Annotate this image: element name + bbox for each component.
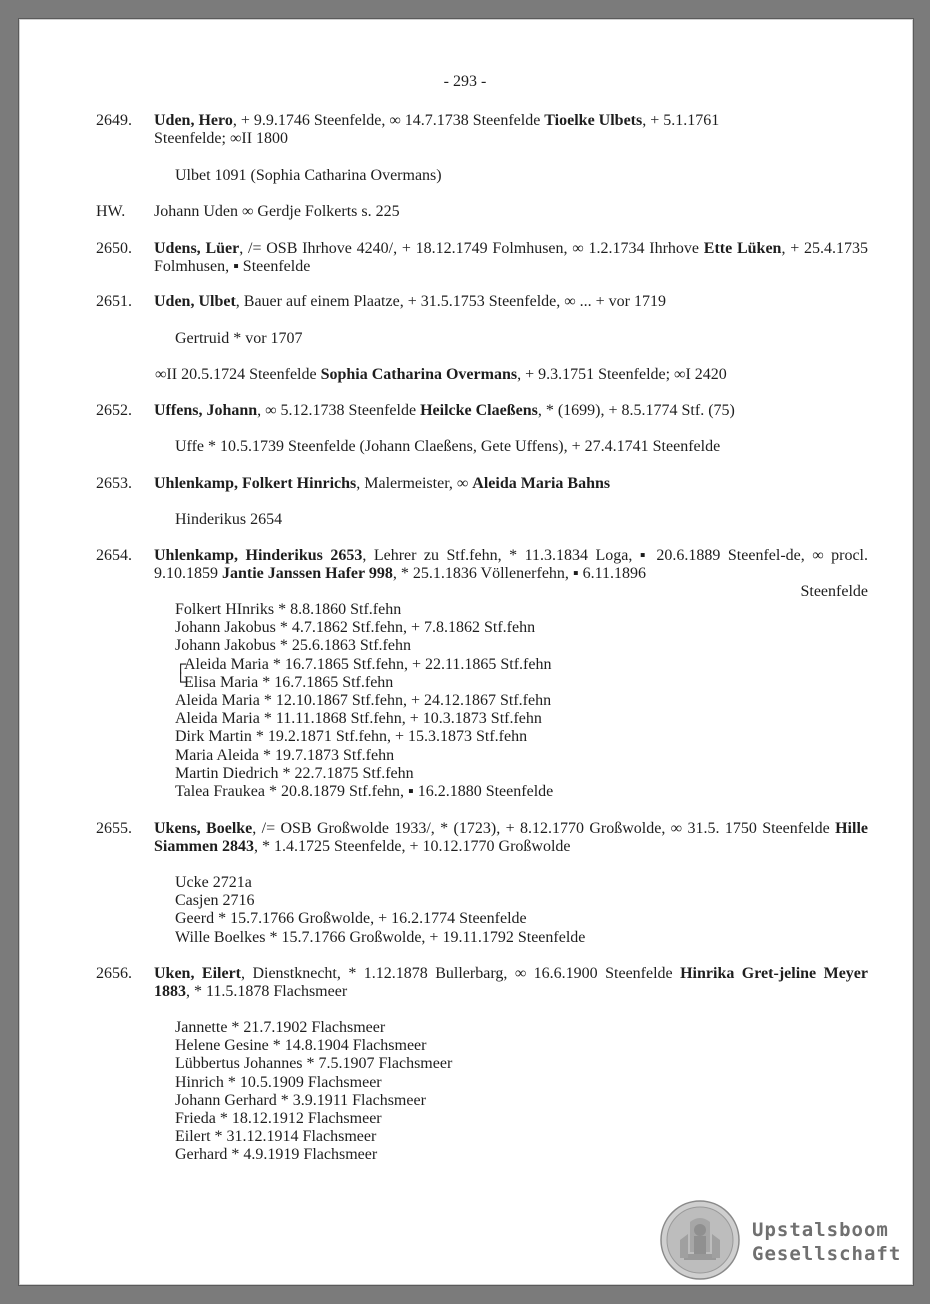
- entry-hw: [96, 203, 868, 221]
- children-list-2654: [175, 601, 553, 801]
- entry-text: , Bauer auf einem Plaatze, + 31.5.1753 Steenfelde, ∞ ... + vor 1719: [235, 293, 667, 310]
- entry-spouse: Sophia Catharina Overmans: [320, 366, 518, 383]
- child-line: Hinderikus 2654: [175, 511, 283, 528]
- page-number: - 293 -: [443, 73, 487, 90]
- entry-2650: [96, 240, 868, 276]
- entry-spouse: Hille Siammen 2843: [154, 820, 868, 855]
- entry-number: 2649.: [96, 112, 132, 129]
- entry-number: 2651.: [96, 293, 132, 310]
- entry-number: 2654.: [96, 547, 132, 564]
- list-item: Johann Jakobus * 4.7.1862 Stf.fehn, + 7.8.1862 Stf.fehn: [175, 619, 536, 637]
- list-item: Aleida Maria * 11.11.1868 Stf.fehn, + 10.3.1873 Stf.fehn: [175, 710, 542, 728]
- twin-bracket-top: ┌: [175, 655, 187, 673]
- list-item: Maria Aleida * 19.7.1873 Stf.fehn: [175, 746, 395, 764]
- list-item: Johann Jakobus * 25.6.1863 Stf.fehn: [175, 637, 411, 655]
- list-item: Ucke 2721a: [175, 874, 252, 891]
- entry-number: 2656.: [96, 965, 132, 982]
- entry-text: , + 5.1.1761: [642, 112, 720, 129]
- entry-text: , + 9.9.1746 Steenfelde, ∞ 14.7.1738 Steenfelde: [232, 112, 545, 129]
- entry-spouse: Jantie Janssen Hafer 998: [222, 565, 393, 582]
- entry-number: 2652.: [96, 402, 132, 419]
- entry-spouse: Hinrika Gret-jeline Meyer 1883: [154, 965, 868, 1000]
- entry-text: , /= OSB Ihrhove 4240/, + 18.12.1749 Folmhusen, ∞ 1.2.1734 Ihrhove: [239, 240, 704, 257]
- list-item: Talea Fraukea * 20.8.1879 Stf.fehn, ▪ 16.2.1880 Steenfelde: [175, 783, 554, 801]
- entry-number: 2653.: [96, 475, 132, 492]
- entry-number: 2655.: [96, 820, 132, 837]
- entry-name: Uffens, Johann: [154, 402, 258, 419]
- entry-spouse: Aleida Maria Bahns: [472, 475, 611, 492]
- entry-2654: [96, 547, 868, 601]
- children-list-2656: [175, 1019, 452, 1165]
- list-item: Folkert HInriks * 8.8.1860 Stf.fehn: [175, 601, 402, 618]
- child-line: Ulbet 1091 (Sophia Catharina Overmans): [175, 167, 442, 184]
- entry-text: ∞II 20.5.1724 Steenfelde: [155, 366, 321, 383]
- entry-text: Steenfelde: [800, 583, 868, 600]
- entry-name: Uden, Hero: [154, 112, 233, 129]
- entry-text: Johann Uden ∞ Gerdje Folkerts s. 225: [154, 203, 400, 220]
- seal-logo: [660, 1200, 740, 1280]
- entry-spouse: Ette Lüken: [703, 240, 782, 257]
- entry-name: Uhlenkamp, Hinderikus 2653: [154, 547, 363, 564]
- entry-2655: [96, 820, 868, 856]
- entry-text: , /= OSB Großwolde 1933/, * (1723), + 8.12.1770 Großwolde, ∞ 31.5. 1750 Steenfelde: [252, 820, 836, 837]
- entry-text: , + 25.4.1735 Folmhusen, ▪ Steenfelde: [154, 240, 869, 275]
- entry-number: 2650.: [96, 240, 132, 257]
- list-item: Aleida Maria * 12.10.1867 Stf.fehn, + 24.12.1867 Stf.fehn: [175, 692, 552, 710]
- list-item: Casjen 2716: [175, 892, 255, 910]
- second-marriage-line: [155, 366, 727, 384]
- list-item: Aleida Maria * 16.7.1865 Stf.fehn, + 22.11.1865 Stf.fehn: [184, 655, 552, 673]
- list-item: Elisa Maria * 16.7.1865 Stf.fehn: [184, 673, 394, 691]
- entry-name: Udens, Lüer: [154, 240, 240, 257]
- list-item: Johann Gerhard * 3.9.1911 Flachsmeer: [175, 1091, 426, 1109]
- entry-text: , ∞ 5.12.1738 Steenfelde: [257, 402, 421, 419]
- entry-spouse: Heilcke Claeßens: [420, 402, 538, 419]
- list-item-twin: [175, 674, 553, 692]
- list-item: Wille Boelkes * 15.7.1766 Großwolde, + 19.11.1792 Steenfelde: [175, 928, 586, 946]
- list-item: Martin Diedrich * 22.7.1875 Stf.fehn: [175, 764, 414, 782]
- entry-text: , * (1699), + 8.5.1774 Stf. (75): [537, 402, 735, 419]
- entry-text: , * 1.4.1725 Steenfelde, + 10.12.1770 Großwolde: [254, 838, 571, 855]
- entry-2649: [96, 112, 868, 148]
- entry-text: Steenfelde; ∞II 1800: [154, 130, 289, 147]
- entry-2652: [96, 402, 868, 420]
- twin-bracket-bottom: └: [175, 673, 187, 691]
- children-list-2655: [175, 874, 585, 947]
- list-item: Frieda * 18.12.1912 Flachsmeer: [175, 1110, 382, 1128]
- entry-name: Ukens, Boelke: [154, 820, 253, 837]
- society-name-line1: Upstalsboom: [752, 1219, 889, 1241]
- entry-text: , Dienstknecht, * 1.12.1878 Bullerbarg, ∞ 16.6.1900 Steenfelde: [241, 965, 681, 982]
- list-item: Helene Gesine * 14.8.1904 Flachsmeer: [175, 1037, 427, 1055]
- entry-2653: [96, 475, 868, 493]
- entry-2656: [96, 965, 868, 1001]
- list-item-twin: [175, 656, 553, 674]
- child-line: Gertruid * vor 1707: [175, 330, 303, 347]
- entry-name: Uhlenkamp, Folkert Hinrichs: [154, 475, 357, 492]
- entry-text: , Malermeister, ∞: [356, 475, 473, 492]
- list-item: Lübbertus Johannes * 7.5.1907 Flachsmeer: [175, 1055, 453, 1073]
- child-line: Uffe * 10.5.1739 Steenfelde (Johann Claeßens, Gete Uffens), + 27.4.1741 Steenfelde: [175, 438, 721, 455]
- list-item: Dirk Martin * 19.2.1871 Stf.fehn, + 15.3.1873 Stf.fehn: [175, 728, 528, 746]
- entry-name: Uden, Ulbet: [154, 293, 236, 310]
- entry-text: , Lehrer zu Stf.fehn, * 11.3.1834 Loga, ▪ 20.6.1889 Steenfel-de, ∞ procl. 9.10.1859: [154, 547, 868, 582]
- entry-2651: [96, 293, 868, 311]
- entry-text: , + 9.3.1751 Steenfelde; ∞I 2420: [517, 366, 727, 383]
- list-item: Eilert * 31.12.1914 Flachsmeer: [175, 1128, 377, 1146]
- list-item: Hinrich * 10.5.1909 Flachsmeer: [175, 1073, 382, 1091]
- entry-text: , * 25.1.1836 Völlenerfehn, ▪ 6.11.1896: [392, 565, 647, 582]
- entry-spouse: Tioelke Ulbets: [544, 112, 643, 129]
- list-item: Jannette * 21.7.1902 Flachsmeer: [175, 1019, 386, 1036]
- list-item: Geerd * 15.7.1766 Großwolde, + 16.2.1774 Steenfelde: [175, 910, 527, 928]
- entry-name: Uken, Eilert: [154, 965, 241, 982]
- list-item: Gerhard * 4.9.1919 Flachsmeer: [175, 1146, 378, 1164]
- society-name-line2: Gesellschaft: [752, 1243, 902, 1265]
- entry-number: HW.: [96, 203, 126, 220]
- entry-text: , * 11.5.1878 Flachsmeer: [186, 983, 348, 1000]
